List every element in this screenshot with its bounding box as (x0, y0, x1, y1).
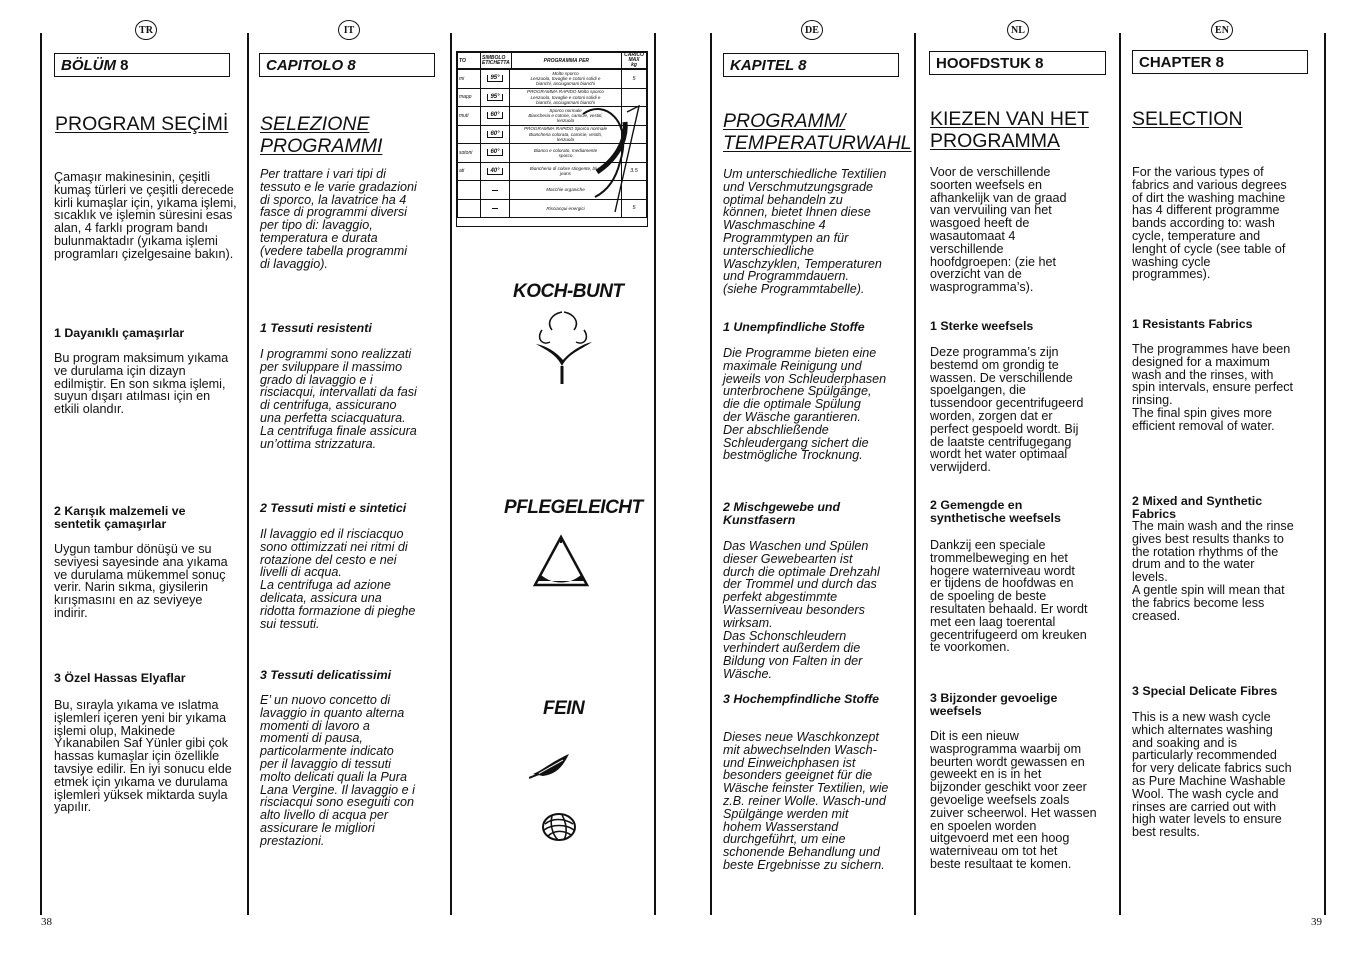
subheading-2-tr: 2 Karışık malzemeli ve sentetik çamaşırlar (54, 504, 186, 531)
paragraph-3-nl: Dit is een nieuw wasprogramma waarbij om beurten wordt gewassen en geweekt en is in het bijzonder geschikt voor zeer gevoelige weefsels zoals zuiver scheerwol. Het wassen en spoelen worden uitgevoerd met een hoog waterniveau om tot het beste resultaat te komen. (930, 729, 1097, 871)
section-title-nl (930, 108, 1089, 152)
symbol-label-fein: FEIN (543, 698, 585, 719)
table-cell-program: Biancheria di colore stingente, blue jeans (510, 162, 622, 181)
title-line-2: PROGRAMMA (930, 130, 1061, 152)
language-badge-de: DE (801, 20, 823, 40)
table-cell-side: ati (458, 162, 481, 181)
table-cell-side (458, 199, 481, 218)
section-title-de (723, 110, 912, 154)
chapter-heading-nl: HOOFDSTUK 8 (929, 51, 1106, 75)
chapter-heading-tr (54, 53, 230, 77)
paragraph-2-nl: Dankzij een speciale trommelbeweging en het hogere waterniveau wordt er tijdens de hoofdwas en de spoeling de beste resultaten behaald. Er wordt met een laag toerental gecentrifugeerd om kreuken te voorkomen. (930, 538, 1088, 655)
table-cell-program: Molto sporco Lenzuola, tovaglie e cotoni solidi e bianchi, asciugamani bianchi (510, 70, 622, 89)
wash-temperature-icon (492, 190, 498, 191)
paragraph-2-it: Il lavaggio ed il risciacquo sono ottimizzati nei ritmi di rotazione del cesto e nei livelli di acqua. La centrifuga ad azione delicata, assicura una ridotta formazione di pieghe sui tessuti. (260, 527, 416, 631)
table-cell-program: PROGRAMMA RAPIDO Sporco normale Biancheria colorata, camicie, vestiti, lenzuola (510, 125, 622, 144)
table-cell-load: 5 (622, 199, 647, 218)
table-cell-program: PROGRAMMA RAPIDO Molto sporco Lenzuola, tovaglie e cotoni solidi e bianchi, asciugamani bianchi (510, 88, 622, 107)
paragraph-1-it: I programmi sono realizzati per sviluppare il massimo grado di lavaggio e i risciacqui, intervallati da fasi di centrifuga, assicurano una perfetta sciacquatura. La centrifuga finale assicura un’ottima strizzatura. (260, 347, 417, 451)
table-cell-symbol (481, 181, 510, 200)
wash-temperature-icon: 60° (487, 112, 502, 119)
wash-temperature-icon: 60° (487, 131, 502, 138)
wash-temperature-icon: 60° (487, 149, 502, 156)
chapter-number: 8 (120, 57, 129, 74)
subheading-2-en: 2 Mixed and Synthetic Fabrics (1132, 494, 1263, 521)
paragraph-1-de: Die Programme bieten eine maximale Reinigung und jeweils von Schleuderphasen unterbrochene Spülgänge, die die optimale Spülung der Wäsche garantieren. Der abschließende Schleudergang sichert die bestmögliche Trocknung. (723, 346, 887, 463)
wash-temperature-icon: 40° (487, 168, 502, 175)
table-cell-symbol (481, 107, 510, 126)
pointer-arrow-icon (575, 102, 645, 222)
table-cell-side (458, 181, 481, 200)
column-rule (710, 33, 712, 915)
subheading-2-de: 2 Mischgewebe und Kunstfasern (723, 500, 841, 527)
language-badge-en: EN (1211, 20, 1233, 40)
table-cell-symbol (481, 125, 510, 144)
wash-temperature-icon: 95° (487, 75, 502, 82)
table-cell-symbol (481, 199, 510, 218)
paragraph-1-nl: Deze programma’s zijn bestemd om grondig te wassen. De verschillende spoelgangen, die tussendoor gecentrifugeerd worden, zorgen dat er perfect gespoeld wordt. Bij de laatste centrifugegang wordt het water optimaal verwijderd. (930, 345, 1084, 475)
subheading-3-it: 3 Tessuti delicatissimi (260, 668, 392, 682)
subheading-3-nl: 3 Bijzonder gevoelige weefsels (930, 691, 1058, 718)
title-line-2: TEMPERATURWAHL (723, 132, 912, 154)
column-rule (1324, 33, 1326, 915)
title-line-1: KIEZEN VAN HET (930, 108, 1089, 130)
chapter-heading-de: KAPITEL 8 (723, 53, 899, 77)
table-row (458, 70, 647, 89)
table-cell-side: mi (458, 70, 481, 89)
column-rule (1119, 33, 1121, 915)
table-cell-symbol (481, 162, 510, 181)
chapter-heading-en: CHAPTER 8 (1132, 50, 1308, 74)
feather-icon (529, 748, 573, 782)
paragraph-3-it: E’ un nuovo concetto di lavaggio in quanto alterna momenti di lavoro a momenti di pausa, particolarmente indicato per il lavaggio di tessuti molto delicati quali la Pura Lana Vergine. Il lavaggio e i risciacqui sono eseguiti con alto livello di acqua per assicurare le migliori prestazioni. (260, 693, 415, 848)
symbol-label-koch-bunt: KOCH-BUNT (513, 281, 624, 302)
subheading-3-tr: 3 Özel Hassas Elyaflar (54, 671, 186, 685)
language-badge-it: IT (338, 20, 360, 40)
wash-temperature-icon: 95° (487, 94, 502, 101)
language-badge-tr: TR (135, 20, 157, 40)
column-rule (247, 33, 249, 915)
table-cell-load: 5 (622, 70, 647, 89)
intro-text-tr: Çamaşır makinesinin, çeşitli kumaş türleri ve çeşitli derecede kirli kumaşlar için, yıkama işlemi, sıcaklık ve işlemin süresini esas alan, 4 farklı program bandı bulunmaktadır (yıkama işlemi programları çizelgesaine bakın). (54, 170, 237, 261)
paragraph-3-en: This is a new wash cycle which alternates washing and soaking and is particularly recommended for very delicate fabrics such as Pure Machine Washable Wool. The wash cycle and rinses are carried out with high water levels to ensure best results. (1132, 710, 1292, 840)
subheading-1-en: 1 Resistants Fabrics (1132, 317, 1253, 331)
table-cell-side: mapp (458, 88, 481, 107)
program-table (456, 51, 648, 227)
paragraph-2-tr: Uygun tambur dönüşü ve su seviyesi sayesinde ana yıkama ve durulama mükemmel sonuç verir. Narin sıkma, giysilerin kırışmasını en az seviyeye indirir. (54, 542, 228, 620)
table-cell-load: 3.5 (622, 162, 647, 181)
subheading-1-de: 1 Unempfindliche Stoffe (723, 320, 865, 334)
title-line-2: PROGRAMMI (260, 135, 383, 157)
subheading-2-nl: 2 Gemengde en synthetische weefsels (930, 498, 1061, 525)
wash-temperature-icon (492, 208, 498, 209)
column-rule (654, 33, 656, 915)
chapter-word: BÖLÜM (61, 57, 116, 74)
column-rule (914, 33, 916, 915)
intro-text-en: For the various types of fabrics and various degrees of dirt the washing machine has 4 different programme bands according to: wash cycle, temperature and lenght of cycle (see table of washing cycle programmes). (1132, 165, 1287, 282)
paragraph-3-de: Dieses neue Waschkonzept mit abwechselnden Wasch- und Einweichphasen ist besonders geeignet für die Wäsche feinster Textilien, wie z.B. reiner Wolle. Wasch-und Spülgänge werden mit hohem Wasserstand durchgeführt, um eine schonende Behandlung und beste Ergebnisse zu sichern. (723, 730, 889, 872)
column-rule (40, 33, 42, 915)
section-title-it (260, 113, 382, 157)
synthetic-fabric-icon (531, 533, 591, 591)
subheading-2-it: 2 Tessuti misti e sintetici (260, 501, 407, 515)
subheading-1-tr: 1 Dayanıklı çamaşırlar (54, 326, 185, 340)
table-header-program: PROGRAMMA PER (511, 53, 621, 69)
table-cell-side: sotoni (458, 144, 481, 163)
table-header-symbol: SIMBOLO ETICHETTA (481, 53, 512, 69)
intro-text-de: Um unterschiedliche Textilien und Verschmutzungsgrade optimal behandeln zu können, bietet Ihnen diese Waschmaschine 4 Programmtypen an für unterschiedliche Waschzyklen, Temperaturen und Programmdauern. (siehe Programmtabelle). (723, 167, 887, 297)
subheading-1-it: 1 Tessuti resistenti (260, 321, 372, 335)
cotton-flower-icon (528, 308, 598, 388)
paragraph-2-en: The main wash and the rinse gives best results thanks to the rotation rhythms of the drum and to the water levels. A gentle spin will mean that the fabrics become less creased. (1132, 519, 1294, 623)
paragraph-2-de: Das Waschen und Spülen dieser Gewebearten ist durch die optimale Drehzahl der Trommel und durch das perfekt abgestimmte Wasserniveau besonders wirksam. Das Schonschleudern verhindert außerdem die Bildung von Falten in der Wäsche. (723, 539, 880, 681)
page-number-right: 39 (1311, 916, 1322, 928)
title-line-1: SELEZIONE (260, 113, 370, 135)
table-cell-side (458, 125, 481, 144)
table-cell-side: muti (458, 107, 481, 126)
subheading-3-en: 3 Special Delicate Fibres (1132, 684, 1278, 698)
table-cell-program: Bianco e colorato, mediamente sporco (510, 144, 622, 163)
table-header-load: CARICO MAX kg (622, 53, 647, 69)
chapter-heading-it: CAPITOLO 8 (259, 53, 435, 77)
wool-ball-icon (540, 810, 578, 844)
language-badge-nl: NL (1007, 20, 1029, 40)
table-cell-program: Risciacqui energici (510, 199, 622, 218)
subheading-1-nl: 1 Sterke weefsels (930, 319, 1034, 333)
table-cell-symbol (481, 70, 510, 89)
symbol-label-pflegeleicht: PFLEGELEICHT (504, 497, 643, 518)
paragraph-1-en: The programmes have been designed for a maximum wash and the rinses, with spin intervals, ensure perfect rinsing. The final spin gives more efficient removal of water. (1132, 342, 1294, 433)
section-title-en: SELECTION (1132, 108, 1243, 130)
table-cell-program: Sporco normale Biancheria e cotone, camicie, vestiti, lenzuola (510, 107, 622, 126)
intro-text-nl: Voor de verschillende soorten weefsels en afhankelijk van de graad van vervuiling van het wasgoed heeft de wasautomaat 4 verschillende hoofdgroepen: (zie het overzicht van de wasprogramma’s). (930, 165, 1067, 295)
page-number-left: 38 (41, 916, 52, 928)
intro-text-it: Per trattare i vari tipi di tessuto e le varie gradazioni di sporco, la lavatrice ha 4 fasce di programmi diversi per tipo di: lavaggio, temperatura e durata (vedere tabella programmi di lavaggio). (260, 167, 417, 271)
table-header-prog: TO (458, 53, 481, 69)
table-cell-program: Macchie organiche (510, 181, 622, 200)
table-cell-symbol (481, 144, 510, 163)
subheading-3-de: 3 Hochempfindliche Stoffe (723, 692, 880, 706)
paragraph-1-tr: Bu program maksimum yıkama ve durulama için dizayn edilmiştir. En son sıkma işlemi, suyun dışarı atılması için en etkili olandır. (54, 351, 229, 417)
paragraph-3-tr: Bu, sırayla yıkama ve ıslatma işlemleri içeren yeni bir yıkama işlemi olup, Makinede Yıkanabilen Saf Yünler gibi çok hassas kumaşlar için özellikle tavsiye edilir. En iyi sonucu elde etmek için yıkama ve durulama işlemleri yüksek miktarda suyla yapılır. (54, 698, 232, 815)
column-rule (450, 33, 452, 915)
section-title-tr: PROGRAM SEÇİMİ (55, 113, 229, 135)
table-cell-symbol (481, 88, 510, 107)
title-line-1: PROGRAMM/ (723, 110, 846, 132)
